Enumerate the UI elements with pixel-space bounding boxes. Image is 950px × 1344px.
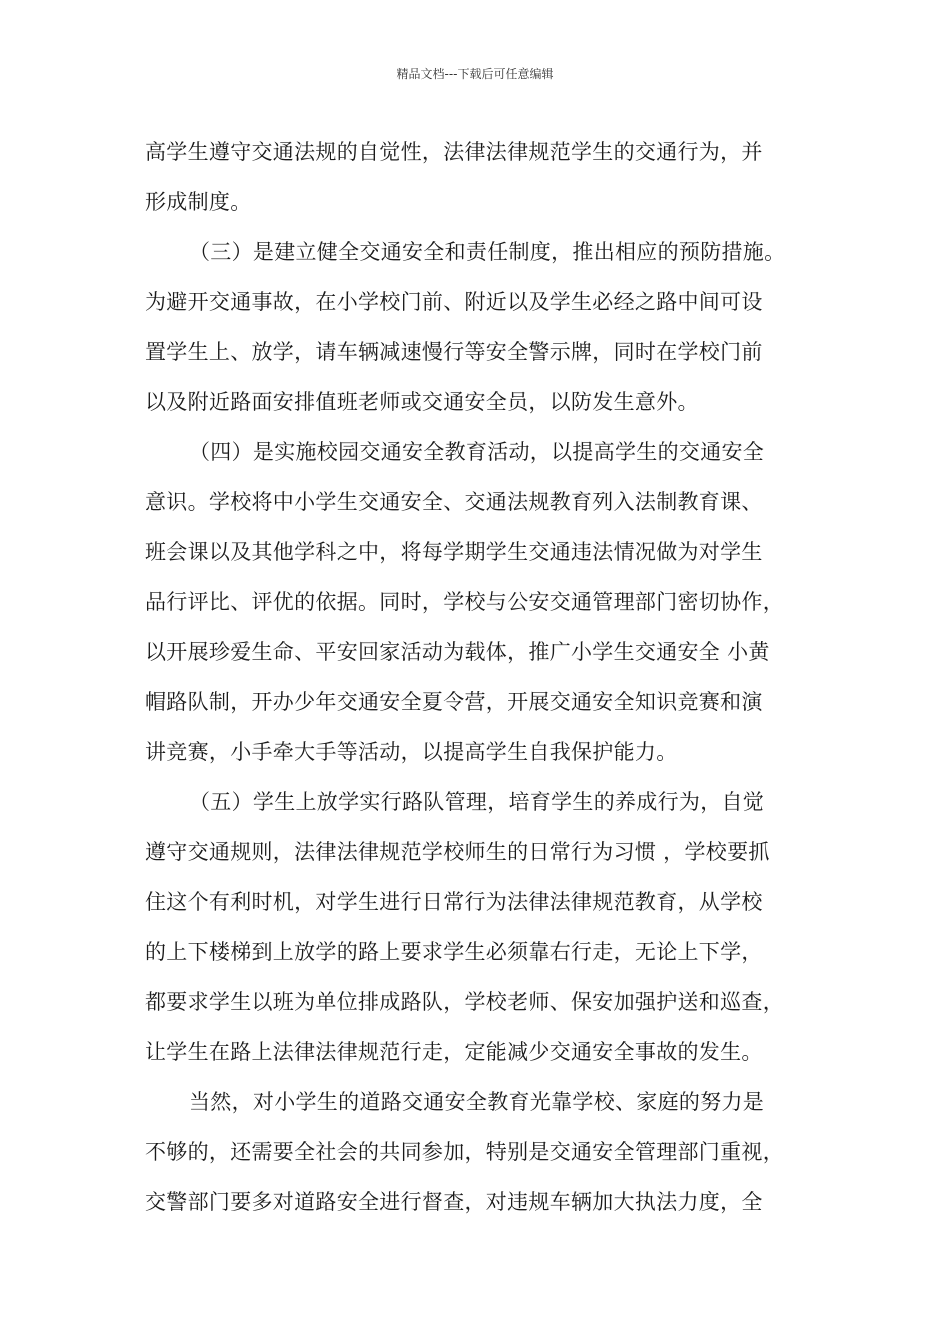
text-line: 帽路队制，开办少年交通安全夏令营，开展交通安全知识竞赛和演 xyxy=(145,690,763,714)
paragraph-start-line: 当然，对小学生的道路交通安全教育光靠学校、家庭的努力是 xyxy=(189,1090,765,1114)
text-line: 遵守交通规则，法律法律规范学校师生的日常行为习惯 ，学校要抓 xyxy=(145,840,770,864)
text-line: 讲竞赛，小手牵大手等活动，以提高学生自我保护能力。 xyxy=(145,740,678,764)
paragraph-start-line: （三）是建立健全交通安全和责任制度，推出相应的预防措施。 xyxy=(189,240,786,264)
text-line: 让学生在路上法律法律规范行走，定能减少交通安全事故的发生。 xyxy=(145,1040,763,1064)
document-body xyxy=(145,127,815,1227)
text-line: 以及附近路面安排值班老师或交通安全员，以防发生意外。 xyxy=(145,390,699,414)
paragraph-start-line: （五）学生上放学实行路队管理，培育学生的养成行为，自觉 xyxy=(189,790,765,814)
text-line: 置学生上、放学，请车辆减速慢行等安全警示牌，同时在学校门前 xyxy=(145,340,763,364)
text-line: 为避开交通事故，在小学校门前、附近以及学生必经之路中间可设 xyxy=(145,290,763,314)
text-line: 品行评比、评优的依据。同时，学校与公安交通管理部门密切协作， xyxy=(145,590,784,614)
text-line: 班会课以及其他学科之中，将每学期学生交通违法情况做为对学生 xyxy=(145,540,763,564)
text-line: 高学生遵守交通法规的自觉性，法律法律规范学生的交通行为，并 xyxy=(145,140,763,164)
text-line: 意识。学校将中小学生交通安全、交通法规教育列入法制教育课、 xyxy=(145,490,763,514)
text-line: 不够的，还需要全社会的共同参加，特别是交通安全管理部门重视， xyxy=(145,1140,784,1164)
text-line: 以开展珍爱生命、平安回家活动为载体，推广小学生交通安全 小黄 xyxy=(145,640,770,664)
text-line: 都要求学生以班为单位排成路队，学校老师、保安加强护送和巡查， xyxy=(145,990,784,1014)
paragraph-start-line: （四）是实施校园交通安全教育活动，以提高学生的交通安全 xyxy=(189,440,765,464)
text-line: 的上下楼梯到上放学的路上要求学生必须靠右行走，无论上下学， xyxy=(145,940,763,964)
text-line: 形成制度。 xyxy=(145,190,252,214)
page-header: 精品文档---下载后可任意编辑 xyxy=(396,67,554,81)
text-line: 交警部门要多对道路安全进行督查，对违规车辆加大执法力度，全 xyxy=(145,1190,763,1214)
text-line: 住这个有利时机，对学生进行日常行为法律法律规范教育，从学校 xyxy=(145,890,763,914)
